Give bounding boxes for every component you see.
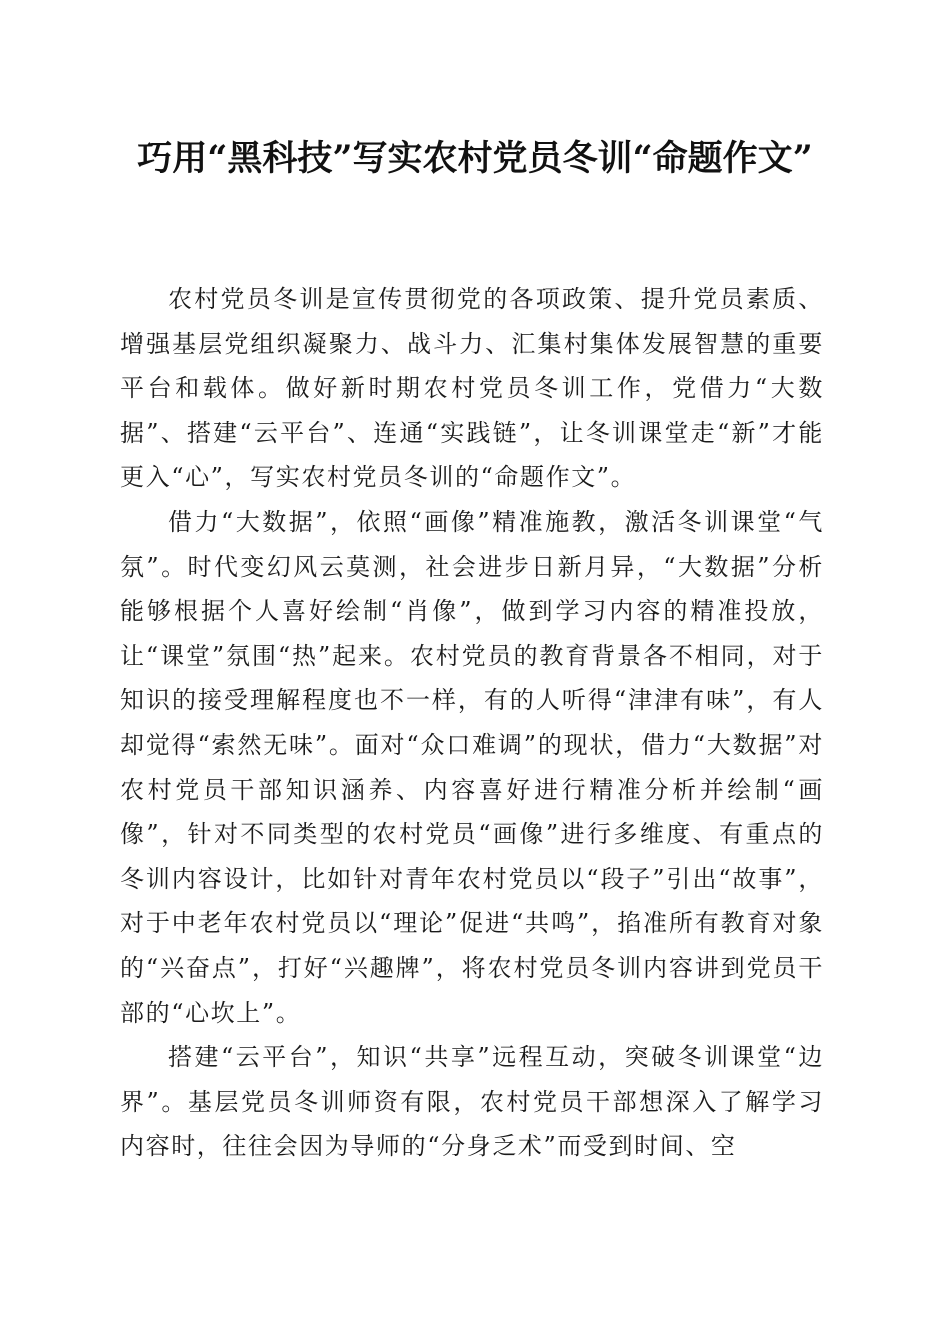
document-title: 巧用“黑科技”写实农村党员冬训“命题作文”	[137, 138, 813, 179]
paragraph-intro: 农村党员冬训是宣传贯彻党的各项政策、提升党员素质、增强基层党组织凝聚力、战斗力、汇集村集体发展智慧的重要平台和载体。做好新时期农村党员冬训工作，党借力“大数据”、搭建“云平台”、连通“实践链”，让冬训课堂走“新”才能更入“心”，写实农村党员冬训的“命题作文”。	[120, 285, 824, 492]
document-body	[120, 277, 824, 1169]
paragraph-big-data: 借力“大数据”，依照“画像”精准施教，激活冬训课堂“气氛”。时代变幻风云莫测，社会进步日新月异，“大数据”分析能够根据个人喜好绘制“肖像”，做到学习内容的精准投放，让“课堂”氛围“热”起来。农村党员的教育背景各不相同，对于知识的接受理解程度也不一样，有的人听得“津津有味”，有人却觉得“索然无味”。面对“众口难调”的现状，借力“大数据”对农村党员干部知识涵养、内容喜好进行精准分析并绘制“画像”，针对不同类型的农村党员“画像”进行多维度、有重点的冬训内容设计，比如针对青年农村党员以“段子”引出“故事”，对于中老年农村党员以“理论”促进“共鸣”，掐准所有教育对象的“兴奋点”，打好“兴趣牌”，将农村党员冬训内容讲到党员干部的“心坎上”。	[120, 507, 824, 1027]
paragraph-cloud-platform: 搭建“云平台”，知识“共享”远程互动，突破冬训课堂“边界”。基层党员冬训师资有限，农村党员干部想深入了解学习内容时，往往会因为导师的“分身乏术”而受到时间、空	[120, 1043, 824, 1161]
